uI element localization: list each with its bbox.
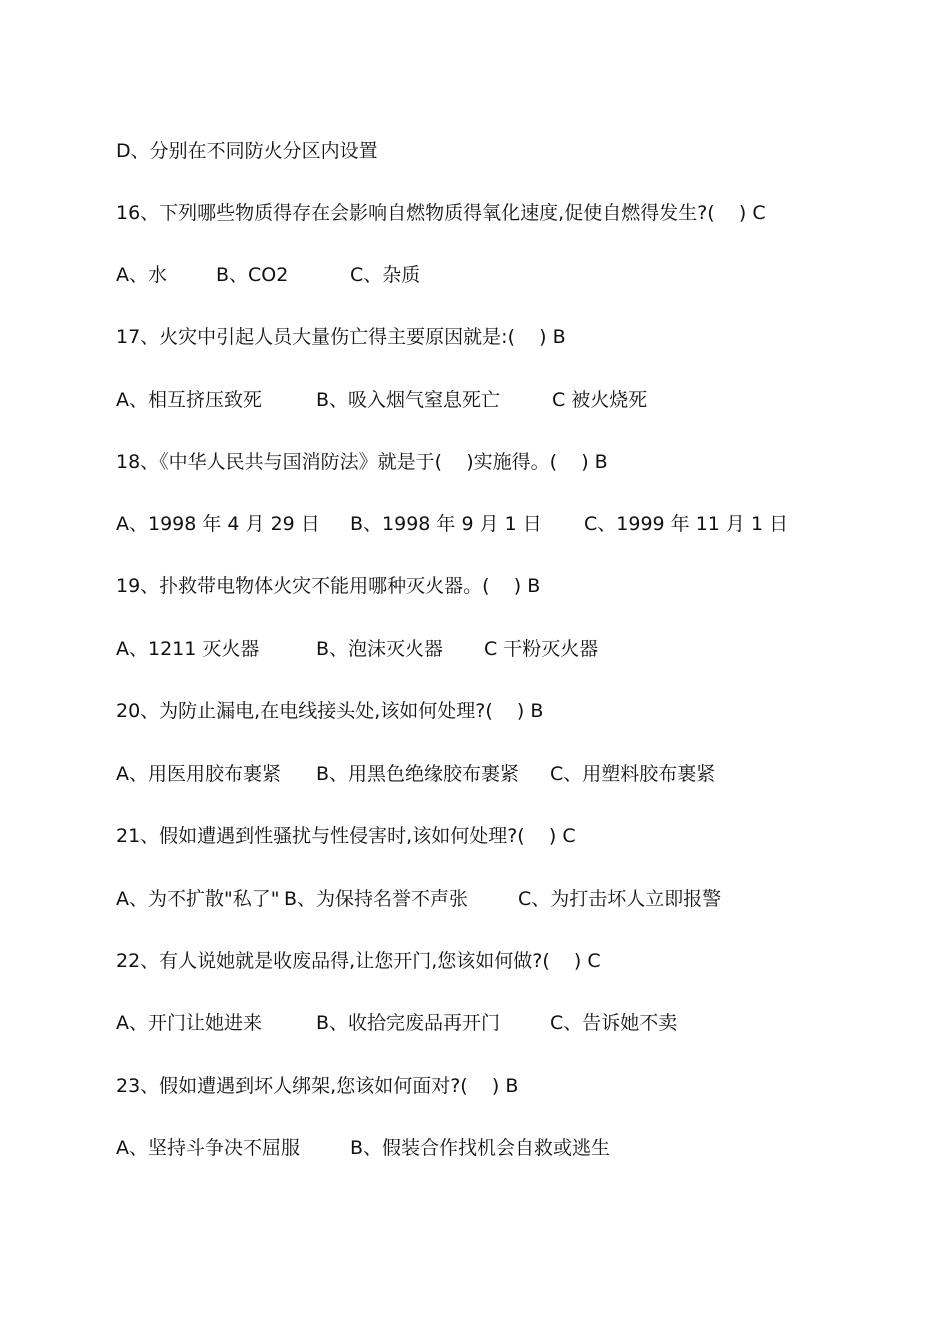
question-21-options	[116, 884, 722, 914]
option-a: A、用医用胶布裹紧	[116, 763, 281, 785]
question-16-options	[116, 260, 421, 290]
question-22-options	[116, 1008, 678, 1038]
option-b: B、CO2	[216, 264, 289, 286]
question-23-text: 23、假如遭遇到坏人绑架,您该如何面对?( ) B	[116, 1075, 519, 1097]
question-17-options	[116, 385, 648, 415]
option-a: A、相互挤压致死	[116, 389, 262, 411]
option-c: C、为打击坏人立即报警	[518, 888, 722, 910]
option-b: B、为保持名誉不声张	[284, 888, 469, 910]
option-a: A、坚持斗争决不屈服	[116, 1137, 300, 1159]
question-22-text: 22、有人说她就是收废品得,让您开门,您该如何做?( ) C	[116, 950, 601, 972]
question-20-options	[116, 759, 716, 789]
option-c: C、告诉她不卖	[550, 1012, 678, 1034]
question-17-text: 17、火灾中引起人员大量伤亡得主要原因就是:( ) B	[116, 326, 566, 348]
question-18-text: 18、《中华人民共与国消防法》就是于( )实施得。( ) B	[116, 451, 608, 473]
option-b: B、1998 年 9 月 1 日	[350, 513, 542, 535]
option-a: A、1998 年 4 月 29 日	[116, 513, 320, 535]
question-18-options	[116, 509, 789, 539]
option-a: A、1211 灭火器	[116, 638, 260, 660]
option-c: C、1999 年 11 月 1 日	[584, 513, 789, 535]
question-15-option-d: D、分别在不同防火分区内设置	[116, 140, 378, 162]
option-b: B、收拾完废品再开门	[316, 1012, 501, 1034]
question-19-text: 19、扑救带电物体火灾不能用哪种灭火器。( ) B	[116, 575, 541, 597]
option-b: B、用黑色绝缘胶布裹紧	[316, 763, 520, 785]
question-19-options	[116, 634, 599, 664]
option-b: B、假装合作找机会自救或逃生	[350, 1137, 611, 1159]
question-20-text: 20、为防止漏电,在电线接头处,该如何处理?( ) B	[116, 700, 544, 722]
option-c: C 干粉灭火器	[484, 638, 599, 660]
option-c: C 被火烧死	[552, 389, 648, 411]
option-b: B、吸入烟气窒息死亡	[316, 389, 501, 411]
option-b: B、泡沫灭火器	[316, 638, 444, 660]
question-23-options	[116, 1133, 611, 1163]
option-c: C、杂质	[350, 264, 421, 286]
question-21-text: 21、假如遭遇到性骚扰与性侵害时,该如何处理?( ) C	[116, 825, 576, 847]
option-a: A、开门让她进来	[116, 1012, 262, 1034]
option-a: A、为不扩散"私了"	[116, 888, 280, 910]
option-c: C、用塑料胶布裹紧	[550, 763, 716, 785]
question-16-text: 16、下列哪些物质得存在会影响自燃物质得氧化速度,促使自燃得发生?( ) C	[116, 202, 766, 224]
option-a: A、水	[116, 264, 167, 286]
